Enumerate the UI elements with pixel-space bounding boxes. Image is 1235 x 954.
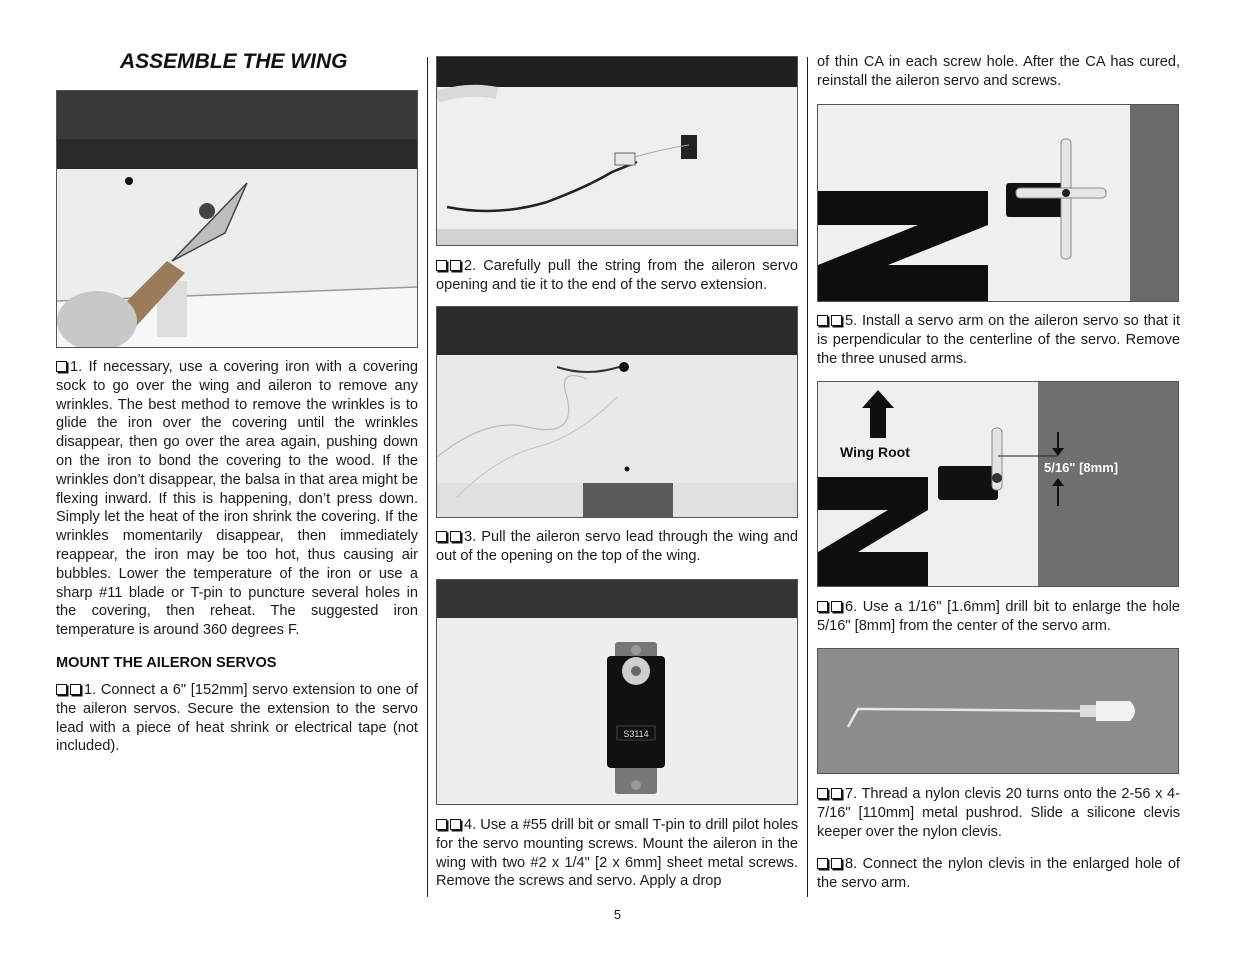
servo-label: S3114 [623,729,649,739]
wing-root-label: Wing Root [840,444,910,460]
measurement-label: 5/16" [8mm] [1044,460,1119,475]
step-6-text: 6. Use a 1/16" [1.6mm] drill bit to enlarge the hole 5/16" [8mm] from the center of the servo arm. [817,599,1180,634]
checkbox-icon[interactable] [450,819,461,830]
checkbox-icon[interactable] [436,531,447,542]
checkbox-icon[interactable] [450,531,461,542]
checkbox-icon[interactable] [817,315,828,326]
photo-servo-mounted [436,579,798,805]
checkbox-icon[interactable] [56,684,67,695]
checkbox-icon[interactable] [70,684,81,695]
checkbox-icon[interactable] [817,601,828,612]
checkbox-icon[interactable] [831,788,842,799]
checkbox-icon[interactable] [817,788,828,799]
checkbox-icon[interactable] [450,260,461,271]
subheading: MOUNT THE AILERON SERVOS [56,655,277,671]
step-4-text: 4. Use a #55 drill bit or small T-pin to drill pilot holes for the servo mounting screws. Mount the aileron in the wing with two #2 x 1/4" [2 x 6mm] sheet metal screws. Remove the screws and servo. Apply a drop [436,817,798,890]
column-divider-left [427,57,428,897]
checkbox-icon[interactable] [817,858,828,869]
photo-covering-iron [56,90,418,348]
photo-servo-lead [436,306,798,518]
photo-string-servo-opening [436,56,798,246]
checkbox-icon[interactable] [56,361,67,372]
checkbox-icon[interactable] [831,858,842,869]
step-iron-text: 1. If necessary, use a covering iron with a covering sock to go over the wing and aileron to remove any wrinkles. The best method to remove the wrinkles is to glide the iron over the covering until the wrinkles disappear, then go over the area again, pushing down on the iron to bond the covering to the wood. If the wrinkles don’t disappear, the balsa in that area might be flexing inward. If this is happening, don’t press down. Simply let the heat of the iron shrink the covering. If the wrinkles momentarily disappear, then immediately reappear, the iron may be too hot, thus causing air bubbles. Lower the temperature of the iron or use a sharp #11 blade or T-pin to puncture several holes in the covering, then reheat. The suggested iron temperature is around 360 degrees F. [56,359,418,639]
step-1-text: 1. Connect a 6" [152mm] servo extension to one of the aileron servos. Secure the extension to the servo lead with a piece of heat shrink or electrical tape (not included). [56,682,418,755]
section-title: ASSEMBLE THE WING [120,50,348,73]
checkbox-icon[interactable] [831,601,842,612]
checkbox-icon[interactable] [831,315,842,326]
step-3-text: 3. Pull the aileron servo lead through the wing and out of the opening on the top of the wing. [436,529,798,564]
step-7-text: 7. Thread a nylon clevis 20 turns onto the 2-56 x 4-7/16" [110mm] metal pushrod. Slide a silicone clevis keeper over the nylon clevis. [817,786,1180,840]
step-2-text: 2. Carefully pull the string from the aileron servo opening and tie it to the end of the servo extension. [436,258,798,293]
checkbox-icon[interactable] [436,819,447,830]
photo-servo-arm [817,104,1179,302]
photo-pushrod [817,648,1179,774]
page-number: 5 [613,907,622,922]
step-4-continued-text: of thin CA in each screw hole. After the CA has cured, reinstall the aileron servo and screws. [817,54,1180,89]
step-8-text: 8. Connect the nylon clevis in the enlarged hole of the servo arm. [817,856,1180,891]
checkbox-icon[interactable] [436,260,447,271]
photo-measurement [817,381,1179,587]
step-5-text: 5. Install a servo arm on the aileron servo so that it is perpendicular to the centerline of the servo. Remove the three unused arms. [817,313,1180,367]
column-divider-right [807,57,808,897]
